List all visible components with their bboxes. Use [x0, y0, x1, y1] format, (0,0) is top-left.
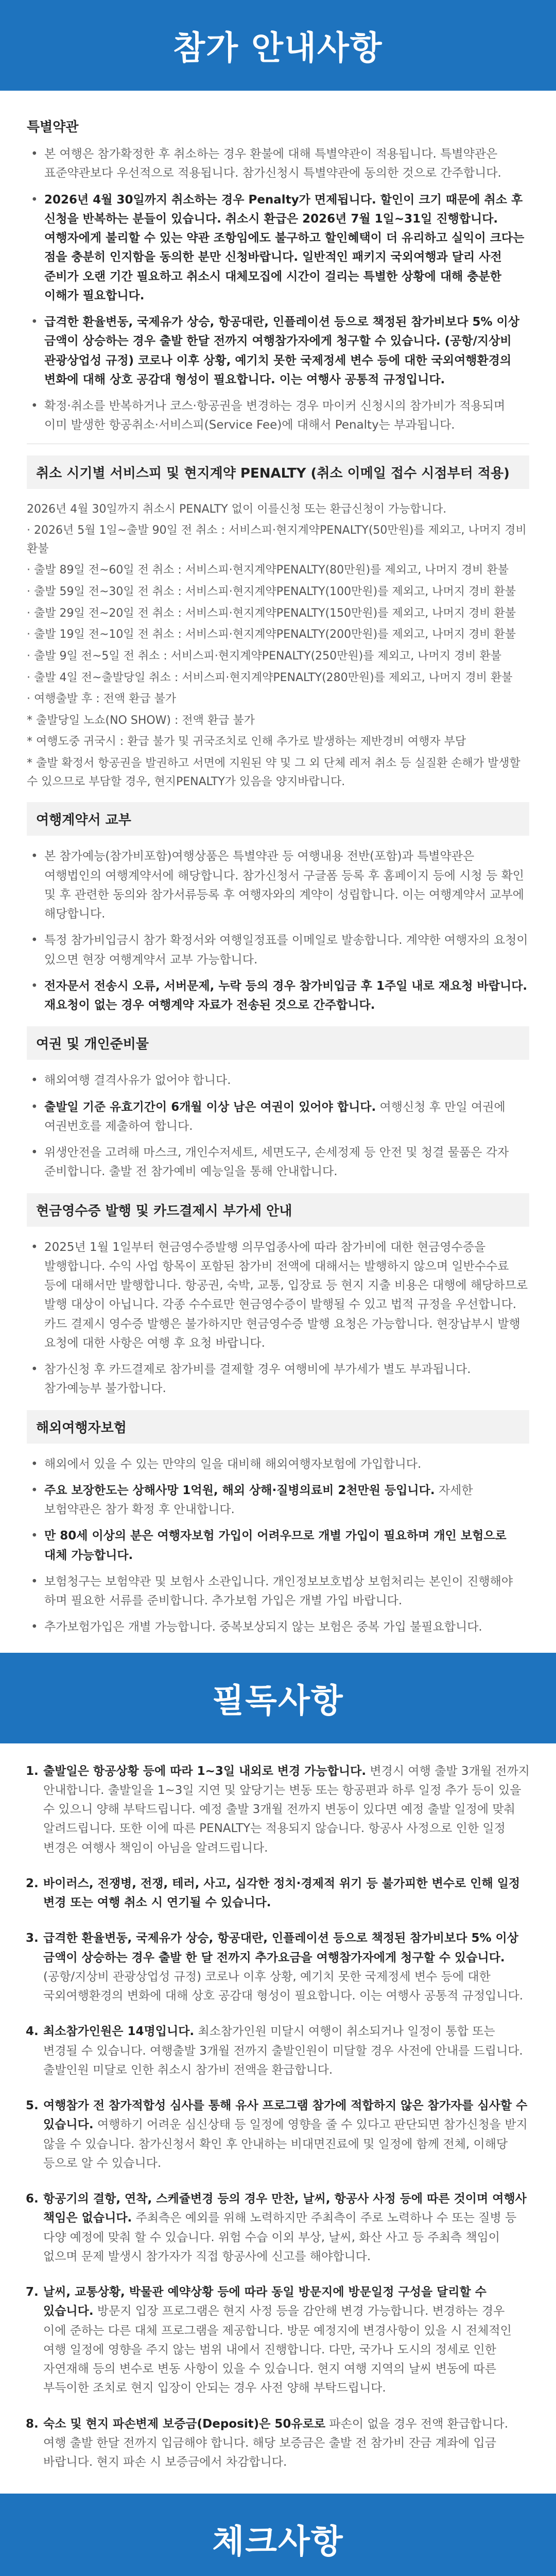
notice-number: 5.	[26, 2099, 39, 2112]
list-item	[27, 1071, 529, 1090]
check-title: 체크사항	[212, 2523, 344, 2562]
fee-line: * 출발당일 노쇼(NO SHOW) : 전액 환급 불가	[27, 714, 255, 727]
body-text: 변경시 여행 출발 3개월 전까지 안내합니다. 출발일을 1~3일 지연 및 앞당기는 변동 또는 항공편과 하루 일정 추가 등이 있을 수 있으니 양해 부탁드립니다. 예정 출발 3개월 전까지 변동이 있다면 예정 출발 일정에 맞춰 알려드립니다. 또한 이에 따른 PENALTY는 적용되지 않습니다. 항공사 사정으로 인한 일정 변경은 여행사 책임이 아님을 알려드립니다.	[43, 1764, 530, 1855]
notice-item	[26, 2022, 530, 2080]
fee-line: · 출발 29일 전~20일 전 취소 : 서비스피·현지계약PENALTY(150만원)를 제외고, 나머지 경비 환불	[27, 606, 516, 620]
notice-number: 2.	[26, 1876, 39, 1890]
cancel-fee-lines	[27, 500, 529, 791]
fee-line: * 출발 확정서 항공권을 발권하고 서면에 지원된 약 및 그 외 단체 레저 취소 등 실질환 손해가 발생할 수 있으므로 부담할 경우, 현지PENALTY가 있음을 양지바랍니다.	[27, 757, 520, 788]
insurance-title: 해외여행자보험	[27, 1410, 529, 1444]
notice-number: 7.	[26, 2285, 39, 2299]
fee-line: 2026년 4월 30일까지 취소시 PENALTY 없이 이를신청 또는 환급신청이 가능합니다.	[27, 502, 447, 516]
special-terms-list	[27, 145, 529, 435]
body-text: 확정·취소를 반복하거나 코스·항공권을 변경하는 경우 마이커 신청시의 참가비가 적용되며 이미 발생한 항공취소·서비스피(Service Fee)에 대해서 Penalty는 부과됩니다.	[44, 399, 506, 432]
bold-text: 날씨, 교통상황, 박물관 예약상황 등에 따라 동일 방문지에 방문일정 구성을 달리할 수 있습니다.	[43, 2285, 486, 2318]
receipt-title: 현금영수증 발행 및 카드결제시 부가세 안내	[27, 1193, 529, 1227]
fee-line: · 출발 19일 전~10일 전 취소 : 서비스피·현지계약PENALTY(200만원)를 제외고, 나머지 경비 환불	[27, 628, 516, 641]
passport-title: 여권 및 개인준비물	[27, 1026, 529, 1060]
body-text: 파손이 없을 경우 전액 환급합니다. 여행 출발 한달 전까지 입금해야 합니다. 해당 보증금은 출발 전 참가비 잔금 계좌에 입금 바랍니다. 현지 파손 시 보증금에서 차감합니다.	[43, 2417, 509, 2469]
notice-item	[26, 2096, 530, 2173]
body-text: 본 여행은 참가확정한 후 취소하는 경우 환불에 대해 특별약관이 적용됩니다. 특별약관은 표준약관보다 우선적으로 적용됩니다. 참가신청시 특별약관에 동의한 것으로 간주합니다.	[44, 147, 501, 180]
list-item	[27, 313, 529, 389]
guide-banner	[0, 0, 556, 91]
bold-text: 전자문서 전송시 오류, 서버문제, 누락 등의 경우 참가비입금 후 1주일 내로 재요청 바랍니다. 재요청이 없는 경우 여행계약 자료가 전송된 것으로 간주합니다.	[44, 979, 528, 1012]
body-text: 추가보험가입은 개별 가능합니다. 중복보상되지 않는 보험은 중복 가입 불필요합니다.	[44, 1620, 482, 1634]
notice-item	[26, 1874, 530, 1913]
notice-title: 필독사항	[212, 1682, 344, 1720]
fee-line: · 여행출발 후 : 전액 환급 불가	[27, 692, 177, 706]
notice-number: 4.	[26, 2025, 39, 2039]
transfer-title: 여행계약서 교부	[27, 802, 529, 836]
bold-text: 급격한 환율변동, 국제유가 상승, 항공대란, 인플레이션 등으로 책정된 참가비보다 5% 이상 금액이 상승하는 경우 출발 한 달 전까지 추가요금을 여행참가자에게 청구할 수 있습니다.	[43, 1931, 518, 1964]
fee-line: · 출발 4일 전~출발당일 취소 : 서비스피·현지계약PENALTY(280만원)를 제외고, 나머지 경비 환불	[27, 671, 513, 684]
check-banner	[0, 2494, 556, 2576]
bold-text: 주요 보장한도는 상해사망 1억원, 해외 상해·질병의료비 2천만원 등입니다.	[44, 1483, 435, 1497]
notice-item	[26, 2415, 530, 2472]
list-item	[27, 1143, 529, 1182]
bold-text: 여행참가 전 참가적합성 심사를 통해 유사 프로그램 참가에 적합하지 않은 참가자를 심사할 수 있습니다.	[43, 2099, 528, 2132]
transfer-list	[27, 847, 529, 1015]
bold-text: 바이러스, 전쟁병, 전쟁, 테러, 사고, 심각한 정치·경제적 위기 등 불가피한 변수로 인해 일정 변경 또는 여행 취소 시 연기될 수 있습니다.	[43, 1876, 520, 1909]
list-item	[27, 1360, 529, 1399]
bold-text: 출발일 기준 유효기간이 6개월 이상 남은 여권이 있어야 합니다.	[44, 1100, 376, 1114]
list-item	[27, 1098, 529, 1137]
bold-text: 항공기의 결항, 연착, 스케쥴변경 등의 경우 만찬, 날씨, 항공사 사정 등에 따른 것이며 여행사 책임은 없습니다.	[43, 2192, 527, 2225]
list-item	[27, 1238, 529, 1353]
bold-text: 출발일은 항공상황 등에 따라 1~3일 내외로 변경 가능합니다.	[43, 1764, 367, 1778]
guide-section	[0, 91, 556, 1653]
body-text: 2025년 1월 1일부터 현금영수증발행 의무업종사에 따라 참가비에 대한 현금영수증을 발행합니다. 수익 사업 항목이 포함된 참가비 전액에 대해서는 발행하지 않으며 일반수수료 등에 대해서만 발행합니다. 항공권, 숙박, 교통, 입장료 등 현지 지출 비용은 대행에 해당하므로 발행 대상이 아닙니다. 각종 수수료만 현금영수증이 발행될 수 있고 법적 규정을 우선합니다. 카드 결제시 영수증 발행은 불가하지만 현금영수증 발행 요청은 가능합니다. 현장납부시 발행 요청에 대한 사항은 여행 후 요청 바랍니다.	[44, 1240, 528, 1350]
body-text: 해외에서 있을 수 있는 만약의 일을 대비해 해외여행자보험에 가입합니다.	[44, 1457, 422, 1471]
body-text: 여행신청 후 만일 여권에 여권번호를 제출하여 합니다.	[44, 1100, 506, 1133]
list-item	[27, 931, 529, 970]
notice-item	[26, 2283, 530, 2398]
notice-number: 3.	[26, 1931, 39, 1945]
notice-item	[26, 1929, 530, 2006]
fee-line: · 출발 59일 전~30일 전 취소 : 서비스피·현지계약PENALTY(100만원)를 제외고, 나머지 경비 환불	[27, 585, 516, 598]
special-terms-title: 특별약관	[27, 120, 79, 135]
notice-number: 1.	[26, 1764, 39, 1778]
notice-number: 6.	[26, 2192, 39, 2206]
passport-list	[27, 1071, 529, 1181]
fee-line: · 출발 9일 전~5일 전 취소 : 서비스피·현지계약PENALTY(250만원)를 제외고, 나머지 경비 환불	[27, 649, 501, 663]
body-text: 방문지 입장 프로그램은 현지 사정 등을 감안해 변경 가능합니다. 변경하는 경우 이에 준하는 다른 대체 프로그램을 제공합니다. 방문 예정지에 변경사항이 있을 시 전체적인 여행 일정에 영향을 주지 않는 범위 내에서 진행합니다. 다만, 국가나 도시의 정세로 인한 자연재해 등의 변수로 변동 사항이 있을 수 있습니다. 현지 여행 지역의 날씨 변동에 따른 부득이한 조치로 현지 입장이 안되는 경우 사전 양해 부탁드립니다.	[43, 2304, 512, 2395]
fee-line: * 여행도중 귀국시 : 환급 불가 및 귀국조치로 인해 추가로 발생하는 제반경비 여행자 부담	[27, 735, 466, 749]
list-item	[27, 145, 529, 183]
body-text: 위생안전을 고려해 마스크, 개인수저세트, 세면도구, 손세정제 등 안전 및 청결 물품은 각자 준비합니다. 출발 전 참가예비 예능일을 통해 안내합니다.	[44, 1146, 509, 1179]
cancel-fee-title: 취소 시기별 서비스피 및 현지계약 PENALTY (취소 이메일 접수 시점부터 적용)	[27, 455, 529, 489]
body-text: 자세한 보험약관은 참가 확정 후 안내합니다.	[44, 1483, 473, 1516]
notice-text	[43, 2415, 530, 2472]
body-text: 보험청구는 보험약관 및 보험사 소관입니다. 개인정보보호법상 보험처리는 본인이 진행해야 하며 필요한 서류를 준비합니다. 추가보험 가입은 개별 가입 바랍니다.	[44, 1574, 513, 1607]
notice-item	[26, 2190, 530, 2266]
list-item	[27, 397, 529, 435]
list-item	[27, 1572, 529, 1611]
bold-text: 급격한 환율변동, 국제유가 상승, 항공대란, 인플레이션 등으로 책정된 참가비보다 5% 이상 금액이 상승하는 경우 출발 한달 전까지 여행참가자에게 청구할 수 있습니다. (공항/지상비 관광상업성 규정) 코로나 이후 상황, 예기치 못한 국제정세 변수 등에 대한 국외여행환경의 변화에 대해 상호 공감대 형성이 필요합니다. 이는 여행사 공통적 규정입니다.	[44, 315, 519, 386]
body-text: 본 참가예능(참가비포함)여행상품은 특별약관 등 여행내용 전반(포함)과 특별약관은 여행법인의 여행계약서에 해당합니다. 참가신청서 구글폼 등록 후 홈페이지 등에 시청 등 확인 및 후 관련한 동의와 참가서류등록 후 여행자와의 계약이 성립합니다. 이는 여행계약서 교부에 해당합니다.	[44, 850, 525, 921]
bold-text: 2026년 4월 30일까지 취소하는 경우 Penalty가 면제됩니다. 할인이 크기 때문에 취소 후 신청을 반복하는 분들이 있습니다. 취소시 환급은 2026년 7월 1일~31일 진행합니다. 여행자에게 불리할 수 있는 약관 조항임에도 불구하고 할인혜택이 더 유리하고 실익이 크다는 점을 충분히 인지함을 동의한 분만 신청바랍니다. 일반적인 패키지 국외여행과 달리 사전 준비가 오랜 기간 필요하고 취소시 대체모집에 시간이 걸리는 특별한 상황에 대해 충분한 이해가 필요합니다.	[44, 193, 525, 302]
notice-number: 8.	[26, 2417, 39, 2431]
body-text: 해외여행 결격사유가 없어야 합니다.	[44, 1074, 231, 1088]
notice-text	[43, 2022, 530, 2080]
notice-text	[43, 1874, 530, 1913]
notice-text	[43, 1762, 530, 1858]
list-item	[27, 1527, 529, 1565]
notice-text	[43, 2096, 530, 2173]
body-text: (공항/지상비 관광상업성 규정) 코로나 이후 상황, 예기치 못한 국제정세 변수 등에 대한 국외여행환경의 변화에 대해 상호 공감대 형성이 필요합니다. 이는 여행사 공통적 규정입니다.	[43, 1970, 524, 2003]
insurance-list	[27, 1455, 529, 1637]
list-item	[27, 1618, 529, 1637]
list-item	[27, 191, 529, 306]
fee-line: · 2026년 5월 1일~출발 90일 전 취소 : 서비스피·현지계약PENALTY(50만원)를 제외고, 나머지 경비 환불	[27, 524, 527, 555]
body-text: 특정 참가비입금시 참가 확정서와 여행일정표를 이메일로 발송합니다. 계약한 여행자의 요청이 있으면 현장 여행계약서 교부 가능합니다.	[44, 934, 528, 967]
list-item	[27, 977, 529, 1015]
guide-title: 참가 안내사항	[173, 29, 383, 67]
notice-text	[43, 2190, 530, 2266]
body-text: 주최측은 예외를 위해 노력하지만 주최측이 주로 노력하나 수 또는 질병 등 다양 예정에 맞춰 할 수 있습니다. 위험 수습 이외 부상, 날씨, 화산 사고 등 주최측 책임이 없으며 문제 발생시 참가자가 직접 항공사에 신고를 해야합니다.	[43, 2211, 517, 2263]
body-text: 참가신청 후 카드결제로 참가비를 결제할 경우 여행비에 부가세가 별도 부과됩니다. 참가예능부 불가합니다.	[44, 1363, 471, 1396]
body-text: 최소참가인원 미달시 여행이 취소되거나 일정이 통합 또는 변경될 수 있습니다. 여행출발 3개월 전까지 출발인원이 미달할 경우 사전에 안내를 드립니다. 출발인원 미달로 인한 취소시 참가비 전액을 환급합니다.	[43, 2025, 523, 2077]
body-text: 여행하기 어려운 심신상태 등 일정에 영향을 줄 수 있다고 판단되면 참가신청을 받지 않을 수 있습니다. 참가신청서 확인 후 안내하는 비대면진료에 및 일정에 함께 전체, 이해당 등으로 알 수 있습니다.	[43, 2118, 528, 2170]
list-item	[27, 847, 529, 924]
list-item	[27, 1481, 529, 1520]
bold-text: 숙소 및 현지 파손변제 보증금(Deposit)은 50유로로	[43, 2417, 326, 2431]
notice-text	[43, 2283, 530, 2398]
fee-line: · 출발 89일 전~60일 전 취소 : 서비스피·현지계약PENALTY(80만원)를 제외고, 나머지 경비 환불	[27, 564, 509, 577]
receipt-list	[27, 1238, 529, 1399]
notice-item	[26, 1762, 530, 1858]
bold-text: 만 80세 이상의 분은 여행자보험 가입이 어려우므로 개별 가입이 필요하며 개인 보험으로 대체 가능합니다.	[44, 1529, 507, 1562]
bold-text: 최소참가인원은 14명입니다.	[43, 2025, 195, 2039]
notice-text	[43, 1929, 530, 2006]
notice-list	[0, 1743, 556, 2494]
notice-banner	[0, 1653, 556, 1743]
list-item	[27, 1455, 529, 1474]
